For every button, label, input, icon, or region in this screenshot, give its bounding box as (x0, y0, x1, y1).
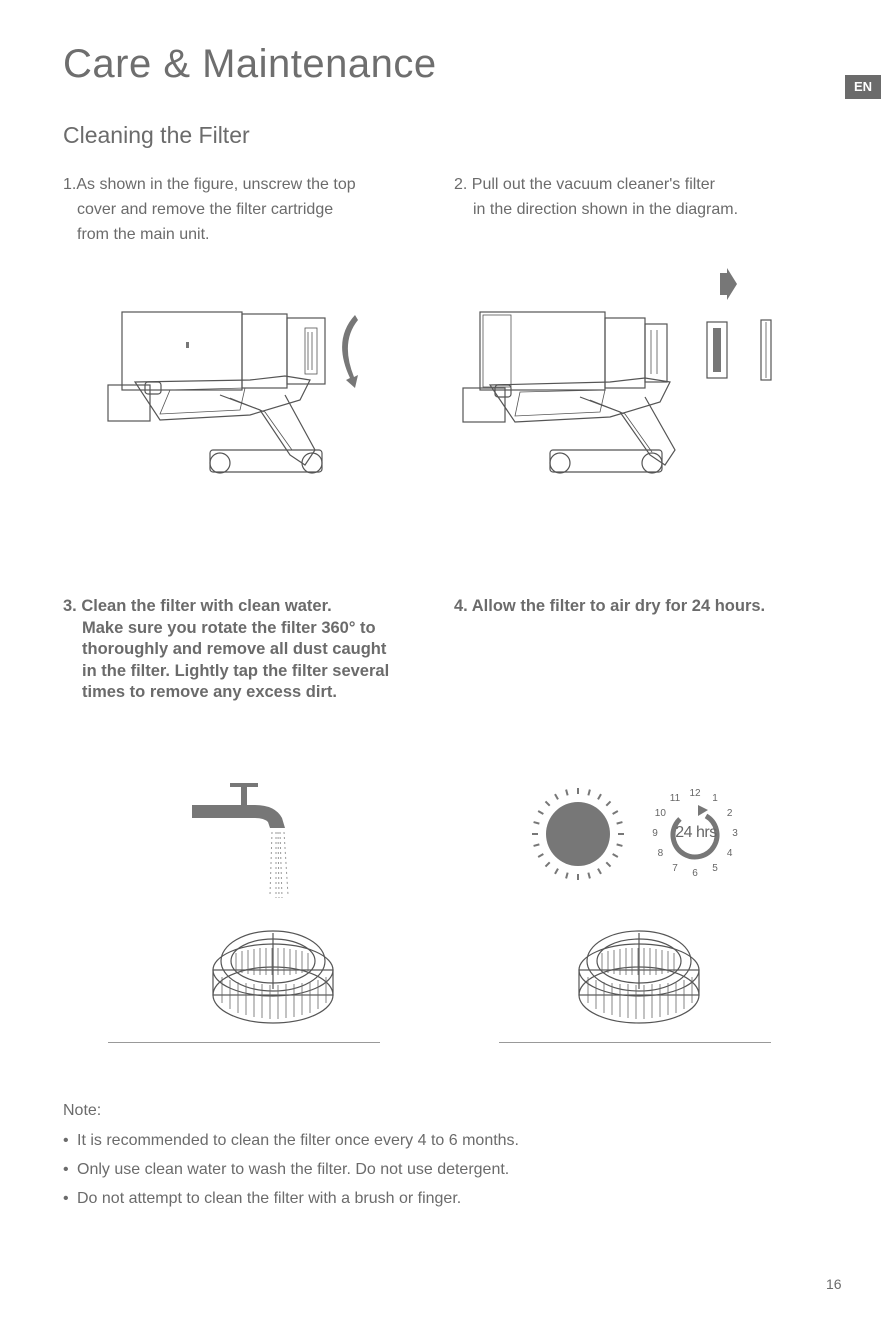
divider-left (108, 1042, 380, 1043)
sun-ray (534, 822, 540, 824)
sun-ray (613, 854, 618, 857)
step-1-line-2: cover and remove the filter cartridge (77, 201, 334, 218)
step-4-number: 4. (454, 597, 468, 615)
sun-ray (606, 862, 610, 866)
sun-ray (538, 854, 543, 857)
sun-ray (555, 794, 558, 799)
step-3-number: 3. (63, 597, 77, 615)
filter-icon (208, 925, 338, 1030)
step-3-line-2: Make sure you rotate the filter 360° to (82, 618, 376, 637)
clock-hour-label: 4 (726, 848, 733, 859)
clock-icon (640, 780, 750, 890)
clock-hour-label: 10 (654, 808, 666, 819)
language-badge: EN (845, 75, 881, 99)
step-1-line-3: from the main unit. (77, 226, 210, 243)
step-4 (454, 596, 765, 618)
step-3 (63, 596, 389, 704)
divider-right (499, 1042, 771, 1043)
step-4-line-1: Allow the filter to air dry for 24 hours. (471, 597, 766, 615)
step-1 (63, 172, 356, 247)
sun-ray (545, 862, 549, 866)
page-title: Care & Maintenance (63, 42, 437, 86)
clock-hour-label: 5 (712, 862, 718, 874)
faucet-icon (190, 780, 310, 900)
notes-heading: Note: (63, 1102, 102, 1119)
note-item-3: • Do not attempt to clean the filter with a brush or finger. (63, 1190, 462, 1207)
rotate-arrow-icon (342, 315, 358, 388)
sun-icon (530, 786, 630, 886)
clock-hour-label: 7 (672, 862, 678, 874)
sun-ray (617, 822, 623, 824)
page-number: 16 (826, 1276, 842, 1292)
filter-cartridge-icon (707, 320, 771, 380)
step-2-line-1: Pull out the vacuum cleaner's filter (471, 176, 715, 193)
sun-ray (545, 801, 549, 805)
step-3-line-4: in the filter. Lightly tap the filter several (82, 661, 390, 680)
sun-ray (534, 844, 540, 846)
step-3-line-3: thoroughly and remove all dust caught (82, 640, 387, 658)
sun-ray (617, 844, 623, 846)
clock-hour-label: 2 (726, 808, 733, 819)
sun-ray (588, 873, 590, 879)
step-3-line-5: times to remove any excess dirt. (82, 683, 337, 701)
clock-hour-label: 11 (669, 793, 681, 805)
clock-center-label: 24 hrs (675, 824, 717, 841)
clock-hour-label: 9 (652, 828, 658, 839)
sun-ray (606, 801, 610, 805)
step-3-line-1: Clean the filter with clean water. (81, 597, 332, 615)
section-title: Cleaning the Filter (63, 122, 250, 148)
vacuum-unscrew-illustration (100, 300, 380, 490)
sun-ray (598, 869, 601, 874)
sun-ray (598, 794, 601, 799)
sun-ray (538, 811, 543, 814)
note-item-1: • It is recommended to clean the filter once every 4 to 6 months. (63, 1132, 519, 1149)
sun-ray (613, 811, 618, 814)
clock-hour-label: 12 (689, 788, 701, 799)
sun-ray (566, 790, 568, 796)
notes (63, 1102, 519, 1213)
step-2-line-2: in the direction shown in the diagram. (473, 201, 739, 218)
clock-hour-label: 6 (692, 868, 698, 879)
clock-hour-label: 8 (657, 848, 664, 859)
step-1-number: 1. (63, 176, 77, 193)
step-2-number: 2. (454, 176, 468, 193)
step-2 (454, 172, 738, 222)
sun-ray (555, 869, 558, 874)
right-arrow-icon (720, 268, 737, 300)
step-1-line-1: As shown in the figure, unscrew the top (76, 176, 356, 193)
vacuum-filter-pull-illustration (455, 270, 785, 480)
clock-hour-label: 3 (732, 828, 738, 839)
clock-hour-label: 1 (712, 793, 718, 805)
sun-ray (566, 873, 568, 879)
note-item-2: • Only use clean water to wash the filter. Do not use detergent. (63, 1161, 510, 1178)
sun-ray (588, 790, 590, 796)
filter-icon (574, 925, 704, 1030)
